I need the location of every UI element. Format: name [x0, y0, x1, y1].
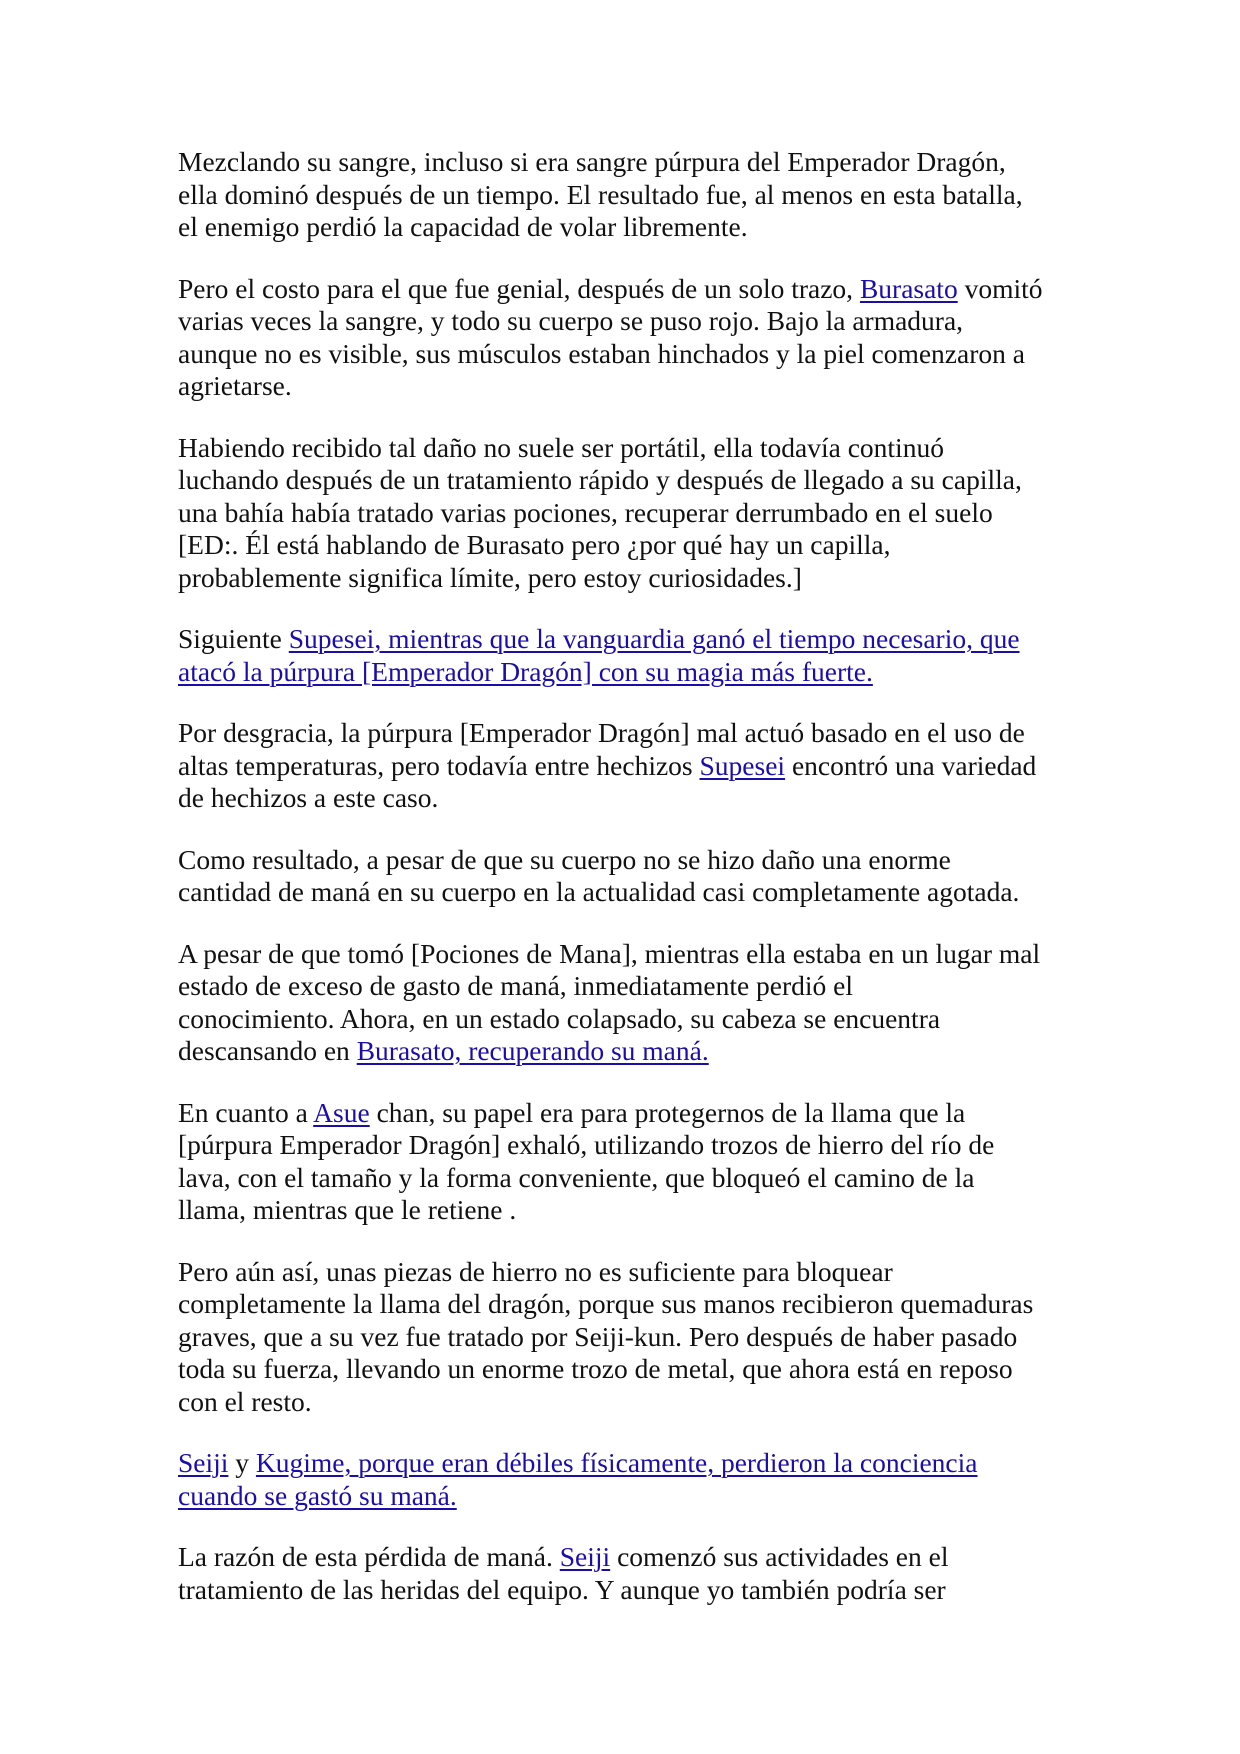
text-segment: descansando en	[178, 1035, 357, 1066]
text-line	[178, 497, 1098, 530]
text-segment: A pesar de que tomó [Pociones de Mana], mientras ella estaba en un lugar mal	[178, 937, 1041, 969]
text-segment: Habiendo recibido tal daño no suele ser portátil, ella todavía continuó	[178, 431, 944, 463]
text-line	[178, 844, 1098, 877]
text-line	[178, 623, 1098, 656]
text-segment: cantidad de maná en su cuerpo en la actualidad casi completamente agotada.	[178, 876, 1020, 907]
text-line	[178, 1162, 1098, 1195]
text-line	[178, 338, 1098, 371]
text-segment: una bahía había tratado varias pociones, recuperar derrumbado en el suelo	[178, 496, 993, 528]
text-line	[178, 464, 1098, 497]
text-segment: Pero el costo para el que fue genial, después de un solo trazo,	[178, 272, 860, 304]
text-line	[178, 432, 1098, 465]
text-segment: llama, mientras que le retiene .	[178, 1194, 517, 1225]
text-line	[178, 1003, 1098, 1036]
hyperlink[interactable]: Burasato, recuperando su maná.	[356, 1035, 709, 1066]
text-line	[178, 146, 1098, 179]
text-segment: completamente la llama del dragón, porque sus manos recibieron quemaduras	[178, 1288, 1034, 1319]
hyperlink[interactable]: Asue	[313, 1096, 370, 1128]
text-segment: [ED:. Él está hablando de Burasato pero ¿por qué hay un capilla,	[178, 529, 891, 560]
paragraph	[178, 146, 1098, 244]
text-segment: toda su fuerza, llevando un enorme trozo de metal, que ahora está en reposo	[178, 1353, 1013, 1384]
paragraph	[178, 938, 1098, 1068]
text-segment: el enemigo perdió la capacidad de volar libremente.	[178, 211, 748, 242]
text-segment: aunque no es visible, sus músculos estaban hinchados y la piel comenzaron a	[178, 337, 1025, 369]
text-line	[178, 1194, 1098, 1227]
paragraph	[178, 1097, 1098, 1227]
text-segment: probablemente significa límite, pero estoy curiosidades.]	[178, 561, 802, 593]
text-line	[178, 1321, 1098, 1354]
text-segment: de hechizos a este caso.	[178, 782, 439, 813]
paragraph	[178, 623, 1098, 688]
text-segment: Como resultado, a pesar de que su cuerpo no se hizo daño una enorme	[178, 843, 951, 875]
text-segment: [púrpura Emperador Dragón] exhaló, utilizando trozos de hierro del río de	[178, 1129, 995, 1160]
text-line	[178, 1541, 1098, 1574]
text-line	[178, 782, 1098, 815]
text-line	[178, 1129, 1098, 1162]
text-line	[178, 717, 1098, 750]
text-line	[178, 750, 1098, 783]
text-line	[178, 211, 1098, 244]
text-segment: La razón de esta pérdida de maná.	[178, 1541, 560, 1572]
hyperlink[interactable]: Supesei, mientras que la vanguardia ganó el tiempo necesario, que	[288, 623, 1020, 654]
text-line	[178, 370, 1098, 403]
text-line	[178, 1480, 1098, 1513]
text-line	[178, 1574, 1098, 1607]
text-line	[178, 305, 1098, 338]
hyperlink[interactable]: Burasato	[859, 272, 958, 304]
text-segment: altas temperaturas, pero todavía entre hechizos	[178, 749, 700, 781]
text-segment: luchando después de un tratamiento rápido y después de llegado a su capilla,	[178, 464, 1022, 495]
text-segment: lava, con el tamaño y la forma conveniente, que bloqueó el camino de la	[178, 1161, 975, 1193]
text-line	[178, 179, 1098, 212]
text-segment: agrietarse.	[178, 370, 292, 401]
text-line	[178, 273, 1098, 306]
text-segment: chan, su papel era para protegernos de la llama que la	[369, 1096, 966, 1128]
paragraph	[178, 432, 1098, 595]
text-segment: graves, que a su vez fue tratado por Seiji-kun. Pero después de haber pasado	[178, 1320, 1018, 1352]
text-line	[178, 938, 1098, 971]
hyperlink[interactable]: Seiji	[559, 1541, 611, 1572]
text-line	[178, 1097, 1098, 1130]
text-line	[178, 1256, 1098, 1289]
text-line	[178, 1353, 1098, 1386]
text-segment: ella dominó después de un tiempo. El resultado fue, al menos en esta batalla,	[178, 178, 1023, 210]
paragraph	[178, 1447, 1098, 1512]
text-segment: encontró una variedad	[785, 749, 1037, 781]
paragraph	[178, 1256, 1098, 1419]
hyperlink[interactable]: Supesei	[699, 749, 786, 781]
text-line	[178, 876, 1098, 909]
text-segment: vomitó	[957, 272, 1043, 304]
text-segment: conocimiento. Ahora, en un estado colapsado, su cabeza se encuentra	[178, 1002, 941, 1034]
text-line	[178, 529, 1098, 562]
hyperlink[interactable]: atacó la púrpura [Emperador Dragón] con su magia más fuerte.	[178, 655, 873, 687]
paragraph	[178, 717, 1098, 815]
text-line	[178, 1288, 1098, 1321]
text-line	[178, 1035, 1098, 1068]
text-segment: varias veces la sangre, y todo su cuerpo se puso rojo. Bajo la armadura,	[178, 305, 964, 336]
text-line	[178, 562, 1098, 595]
text-line	[178, 970, 1098, 1003]
text-segment: Por desgracia, la púrpura [Emperador Dragón] mal actuó basado en el uso de	[178, 717, 1025, 748]
document-page	[178, 146, 1098, 1635]
text-segment: Pero aún así, unas piezas de hierro no es suficiente para bloquear	[178, 1255, 893, 1287]
text-segment: y	[228, 1447, 256, 1478]
text-segment: estado de exceso de gasto de maná, inmediatamente perdió el	[178, 970, 854, 1001]
text-segment: comenzó sus actividades en el	[610, 1541, 949, 1572]
text-segment: Mezclando su sangre, incluso si era sangre púrpura del Emperador Dragón,	[178, 146, 1006, 177]
text-segment: tratamiento de las heridas del equipo. Y aunque yo también podría ser	[178, 1573, 946, 1605]
text-line	[178, 1386, 1098, 1419]
text-segment: Siguiente	[178, 623, 289, 654]
text-line	[178, 1447, 1098, 1480]
hyperlink[interactable]: Seiji	[178, 1447, 229, 1478]
paragraph	[178, 1541, 1098, 1606]
hyperlink[interactable]: cuando se gastó su maná.	[178, 1479, 457, 1511]
text-segment: En cuanto a	[178, 1096, 314, 1128]
hyperlink[interactable]: Kugime, porque eran débiles físicamente, perdieron la conciencia	[255, 1447, 978, 1478]
paragraph	[178, 844, 1098, 909]
text-line	[178, 656, 1098, 689]
paragraph	[178, 273, 1098, 403]
text-segment: con el resto.	[178, 1385, 312, 1417]
